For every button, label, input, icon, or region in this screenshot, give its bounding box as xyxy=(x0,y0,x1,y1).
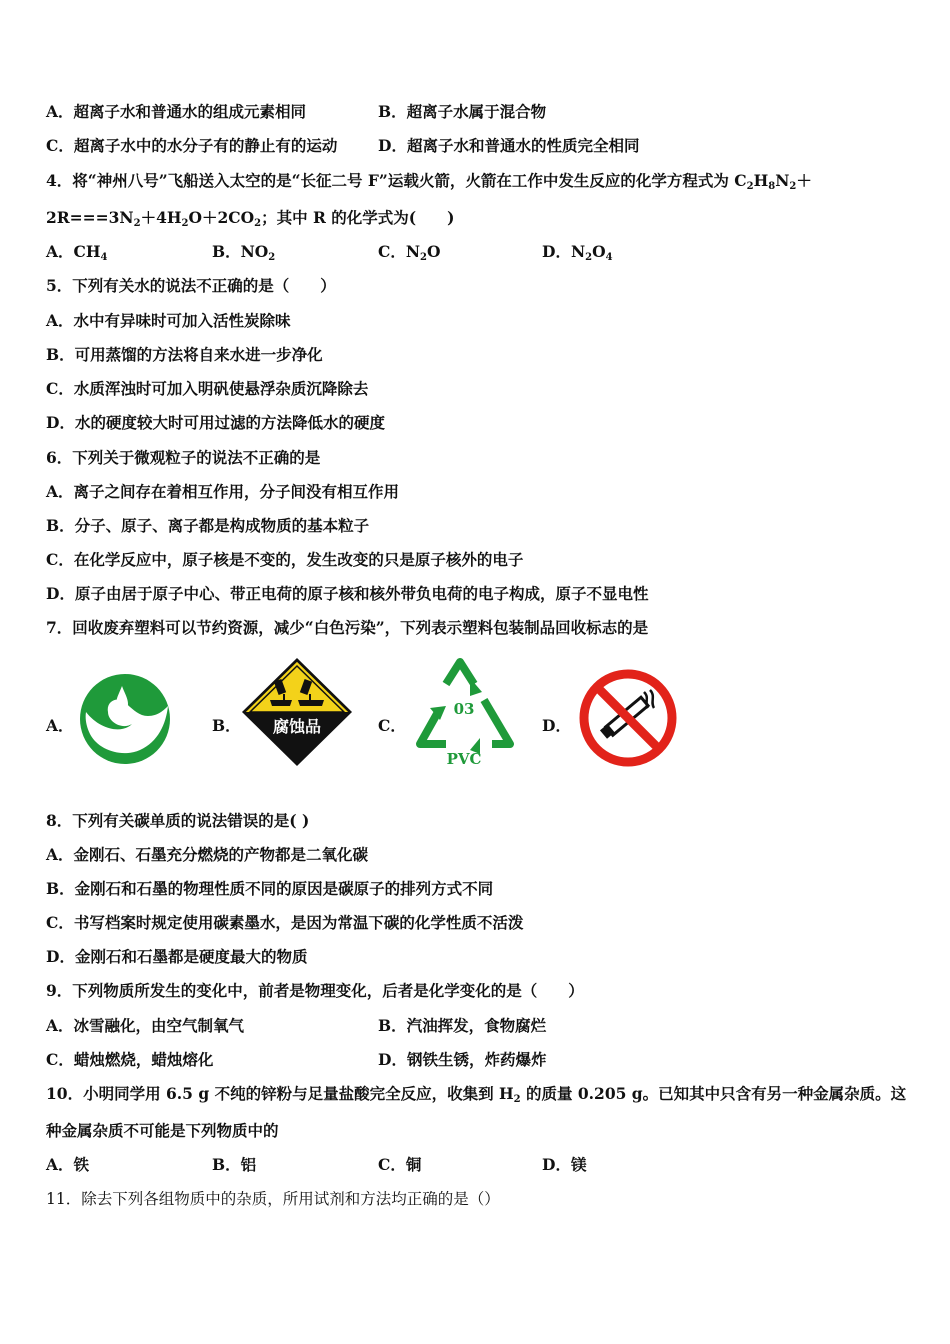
q8-stem: 8．下列有关碳单质的说法错误的是( ) xyxy=(46,811,310,830)
q9-option-d: D．钢铁生锈，炸药爆炸 xyxy=(378,1050,547,1069)
corrosive-logo-text: 腐蚀品 xyxy=(272,717,322,736)
q7-option-b-label: B． xyxy=(212,716,241,735)
q10-option-b: B．铝 xyxy=(212,1155,257,1174)
q8-option-d: D．金刚石和石墨都是硬度最大的物质 xyxy=(46,947,308,966)
corrosive-hazard-icon xyxy=(240,656,354,768)
q4-option-a: A．$CH_4$ xyxy=(46,242,108,263)
q8-option-a: A．金刚石、石墨充分燃烧的产物都是二氧化碳 xyxy=(46,845,369,864)
q5-option-a: A．水中有异味时可加入活性炭除味 xyxy=(46,311,291,330)
q5-option-d: D．水的硬度较大时可用过滤的方法降低水的硬度 xyxy=(46,413,385,432)
q3-option-a: A．超离子水和普通水的组成元素相同 xyxy=(46,102,307,121)
q9-stem: 9．下列物质所发生的变化中，前者是物理变化，后者是化学变化的是（ ） xyxy=(46,981,584,1000)
q7-stem: 7．回收废弃塑料可以节约资源，减少“白色污染”，下列表示塑料包装制品回收标志的是 xyxy=(46,618,649,637)
q8-option-c: C．书写档案时规定使用碳素墨水，是因为常温下碳的化学性质不活泼 xyxy=(46,913,524,932)
q4-option-b: B．$NO_2$ xyxy=(212,242,276,263)
q9-option-a: A．冰雪融化，由空气制氧气 xyxy=(46,1016,245,1035)
q3-option-d: D．超离子水和普通水的性质完全相同 xyxy=(378,136,640,155)
q7-option-a-label: A． xyxy=(46,716,74,735)
q10-option-c: C．铜 xyxy=(378,1155,422,1174)
recycling-material: PVC xyxy=(446,750,482,768)
q6-stem: 6．下列关于微观粒子的说法不正确的是 xyxy=(46,448,321,467)
q5-stem: 5．下列有关水的说法不正确的是（ ） xyxy=(46,276,336,295)
q4-stem-line1: 4．将“神州八号”飞船送入太空的是“长征二号 F”运载火箭，火箭在工作中发生反应的化学方程式为 $C_2H_8N_2+$ xyxy=(46,171,812,192)
q10-stem-line1: 10．小明同学用 6.5 g 不纯的锌粉与足量盐酸完全反应，收集到 $H_2$ 的质量 0.205 g。已知其中只含有另一种金属杂质。这 xyxy=(46,1084,907,1105)
q7-option-d-label: D． xyxy=(542,716,571,735)
q10-option-d: D．镁 xyxy=(542,1155,587,1174)
no-smoking-icon xyxy=(578,668,678,768)
q3-option-b: B．超离子水属于混合物 xyxy=(378,102,547,121)
water-saving-logo-icon xyxy=(78,672,172,766)
q9-option-c: C．蜡烛燃烧，蜡烛熔化 xyxy=(46,1050,214,1069)
recycling-code: 03 xyxy=(453,700,475,718)
q4-option-c: C．$N_2O$ xyxy=(378,242,441,263)
q4-option-d: D．$N_2O_4$ xyxy=(542,242,613,263)
q5-option-b: B．可用蒸馏的方法将自来水进一步净化 xyxy=(46,345,323,364)
q10-option-a: A．铁 xyxy=(46,1155,90,1174)
q9-option-b: B．汽油挥发，食物腐烂 xyxy=(378,1016,547,1035)
q7-option-c-label: C． xyxy=(378,716,406,735)
q11-stem: 11．除去下列各组物质中的杂质，所用试剂和方法均正确的是（） xyxy=(46,1190,500,1208)
q6-option-c: C．在化学反应中，原子核是不变的，发生改变的只是原子核外的电子 xyxy=(46,550,524,569)
q5-option-c: C．水质浑浊时可加入明矾使悬浮杂质沉降除去 xyxy=(46,379,369,398)
q4-stem-line2: $2R===3N_2+4H_2O+2CO_2$；其中 R 的化学式为( ) xyxy=(46,208,455,229)
q8-option-b: B．金刚石和石墨的物理性质不同的原因是碳原子的排列方式不同 xyxy=(46,879,494,898)
q6-option-b: B．分子、原子、离子都是构成物质的基本粒子 xyxy=(46,516,370,535)
q6-option-a: A．离子之间存在着相互作用，分子间没有相互作用 xyxy=(46,482,400,501)
recycling-pvc-icon xyxy=(410,656,520,768)
q3-option-c: C．超离子水中的水分子有的静止有的运动 xyxy=(46,136,338,155)
q6-option-d: D．原子由居于原子中心、带正电荷的原子核和核外带负电荷的电子构成，原子不显电性 xyxy=(46,584,649,603)
q10-stem-line2: 种金属杂质不可能是下列物质中的 xyxy=(46,1121,279,1140)
